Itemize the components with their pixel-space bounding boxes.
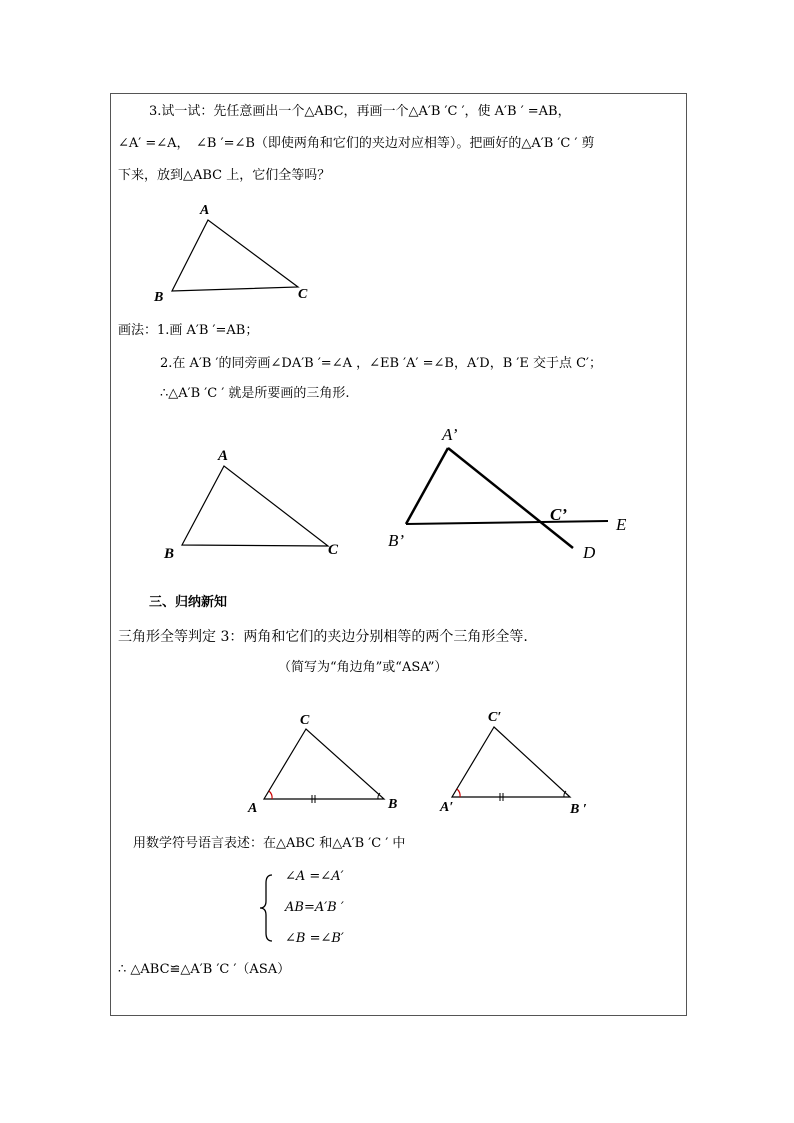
figure-triangle-abc-marked <box>240 705 410 820</box>
symbolic-intro: 用数学符号语言表述：在△ABC 和△A′B ′C ′ 中 <box>133 836 406 851</box>
section-title: 三、归纳新知 <box>149 595 228 610</box>
vertex-label-a-prime: A′ <box>440 800 454 815</box>
figure-triangle-abc-1 <box>150 198 320 308</box>
vertex-label-a: A <box>218 448 229 464</box>
figure-triangle-abc-prime-marked <box>432 705 602 820</box>
vertex-label-b: B <box>388 797 398 812</box>
vertex-label-b: B <box>164 546 175 562</box>
condition-side-ab: AB=A′B ′ <box>285 900 344 915</box>
vertex-label-c: C <box>328 542 339 558</box>
congruence-conclusion: ∴ △ABC≌△A′B ′C ′（ASA） <box>118 962 291 977</box>
vertex-label-b-prime: B ′ <box>570 802 587 817</box>
point-label-e: E <box>616 515 627 534</box>
figure-construction <box>380 420 640 570</box>
vertex-label-c-prime: C’ <box>550 505 567 524</box>
left-brace <box>258 873 278 943</box>
vertex-label-a: A <box>200 203 210 218</box>
vertex-label-c: C <box>298 287 308 302</box>
method-step-2: 2.在 A′B ′的同旁画∠DA′B ′=∠A ，∠EB ′A′ =∠B，A′D，B ′E 交于点 C′； <box>160 356 602 371</box>
theorem-abbreviation: （简写为“角边角”或“ASA”） <box>278 660 448 675</box>
condition-angle-a: ∠A =∠A′ <box>285 869 344 884</box>
figure-triangle-abc-2 <box>160 440 350 565</box>
method-conclusion: ∴△A′B ′C ′ 就是所要画的三角形. <box>160 386 350 401</box>
exercise-line-1: 3.试一试：先任意画出一个△ABC，再画一个△A′B ′C ′，使 A′B ′ =AB， <box>149 104 571 119</box>
vertex-label-a: A <box>248 801 258 816</box>
vertex-label-b: B <box>154 290 164 305</box>
vertex-label-b-prime: B’ <box>388 531 405 550</box>
exercise-line-2: ∠A′ =∠A， ∠B ′=∠B（即使两角和它们的夹边对应相等）。把画好的△A′B ′C ′ 剪 <box>118 136 595 151</box>
theorem-text: 三角形全等判定 3：两角和它们的夹边分别相等的两个三角形全等. <box>118 629 528 645</box>
point-label-d: D <box>583 543 596 562</box>
condition-angle-b: ∠B =∠B′ <box>285 931 344 946</box>
vertex-label-c-prime: C′ <box>488 710 502 725</box>
exercise-line-3: 下来，放到△ABC 上，它们全等吗？ <box>118 168 331 183</box>
vertex-label-a-prime: A’ <box>442 425 458 444</box>
method-step-1: 画法：1.画 A′B ′=AB； <box>118 323 259 338</box>
vertex-label-c: C <box>300 713 310 728</box>
